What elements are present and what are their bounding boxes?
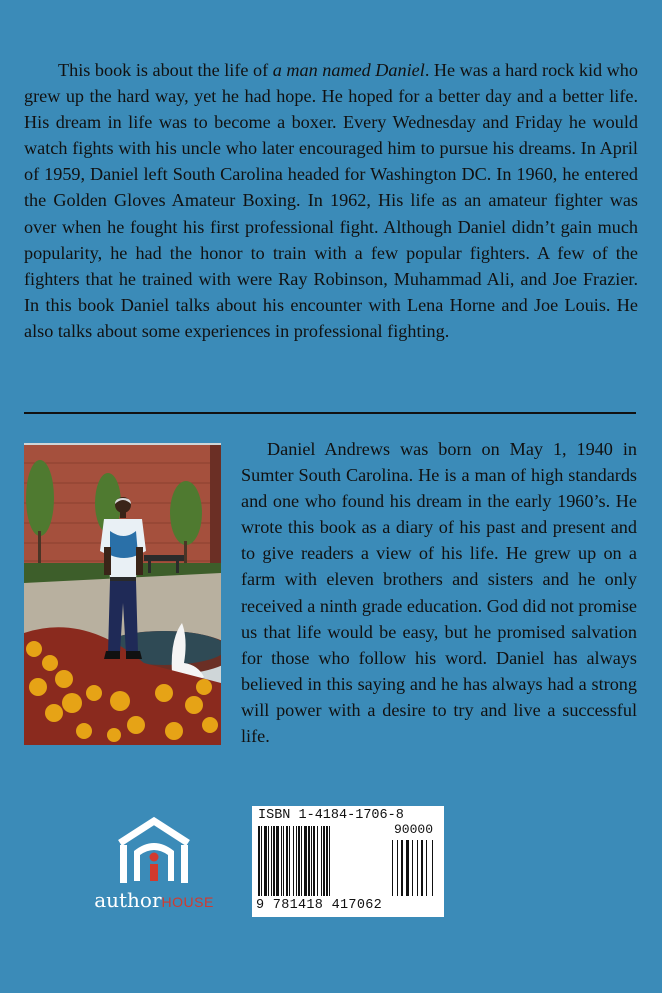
back-cover-blurb — [24, 57, 638, 344]
barcode-bar — [293, 826, 294, 896]
house-icon — [84, 815, 224, 895]
barcode-bar — [273, 826, 275, 896]
barcode-bar — [308, 826, 310, 896]
barcode-bar — [281, 826, 282, 896]
barcode-addon-bar — [421, 840, 423, 896]
barcode-bar — [296, 826, 297, 896]
barcode-addon-bar — [412, 840, 413, 896]
barcode-bar — [298, 826, 300, 896]
barcode-bar — [268, 826, 269, 896]
barcode-bar — [321, 826, 322, 896]
barcode-bar — [283, 826, 284, 896]
wordmark-author: author — [94, 888, 162, 912]
barcode-addon-bar — [397, 840, 398, 896]
barcode-bar — [261, 826, 262, 896]
ean-digits: 9 781418 417062 — [256, 898, 383, 913]
barcode-bar — [304, 826, 307, 896]
barcode-addon-bar — [406, 840, 409, 896]
barcode-bar — [311, 826, 312, 896]
barcode-bar — [317, 826, 318, 896]
blurb-lead: This book is about the life of — [58, 60, 273, 80]
barcode-bar — [323, 826, 325, 896]
wordmark-house: HOUSE — [161, 894, 214, 910]
isbn-label: ISBN 1-4184-1706-8 — [258, 808, 404, 823]
price-code: 90000 — [394, 822, 434, 837]
barcode-bar — [258, 826, 260, 896]
blurb-body: . He was a hard rock kid who grew up the hard way, yet he had hope. He hoped for a better day and a better life. His dream in life was to become a boxer. Every Wednesday and Friday he would watch fights with his uncle who later encouraged him to pursue his dreams. In April of 1959, Daniel left South Carolina headed for Washington DC. In 1960, he entered the Golden Gloves Amateur Boxing. In 1962, His life as an amateur fighter was over when he fought his first professional fight. Although Daniel didn’t gain much popularity, he had the honor to train with a few popular fighters. A few of the fighters that he trained with were Ray Robinson, Muhammad Ali, and Joe Frazier. In this book Daniel talks about his encounter with Lena Horne and Joe Louis. He also talks about some experiences in professional fighting. — [24, 60, 638, 341]
publisher-wordmark — [84, 888, 224, 912]
barcode-bar — [301, 826, 302, 896]
barcode-bar — [326, 826, 328, 896]
author-photo — [24, 443, 221, 745]
barcode-addon-bar — [401, 840, 403, 896]
blurb-title: a man named Daniel — [272, 60, 425, 80]
barcode-bar — [329, 826, 330, 896]
barcode-addon-bar — [417, 840, 418, 896]
barcode-bar — [271, 826, 272, 896]
author-bio: Daniel Andrews was born on May 1, 1940 in Sumter South Carolina. He is a man of high standards and one who found his dream in the early 1960’s. He wrote this book as a diary of his past and present and to give readers a view of his life. He grew up on a farm with eleven brothers and sisters and he only received a ninth grade education. God did not promise us that life would be easy, but he promised salvation for those who follow his word. Daniel has always believed in this saying and he has always had a strong will power with a desire to try and live a successful life. — [241, 439, 637, 747]
barcode-bar — [313, 826, 315, 896]
barcode-addon-bar — [426, 840, 427, 896]
barcode-bar — [276, 826, 279, 896]
barcode-addon-bar — [392, 840, 393, 896]
isbn-barcode — [252, 806, 444, 917]
divider-rule — [24, 412, 636, 414]
barcode-bar — [264, 826, 267, 896]
barcode-addon-bar — [432, 840, 433, 896]
barcode-bar — [286, 826, 288, 896]
barcode-bar — [289, 826, 290, 896]
